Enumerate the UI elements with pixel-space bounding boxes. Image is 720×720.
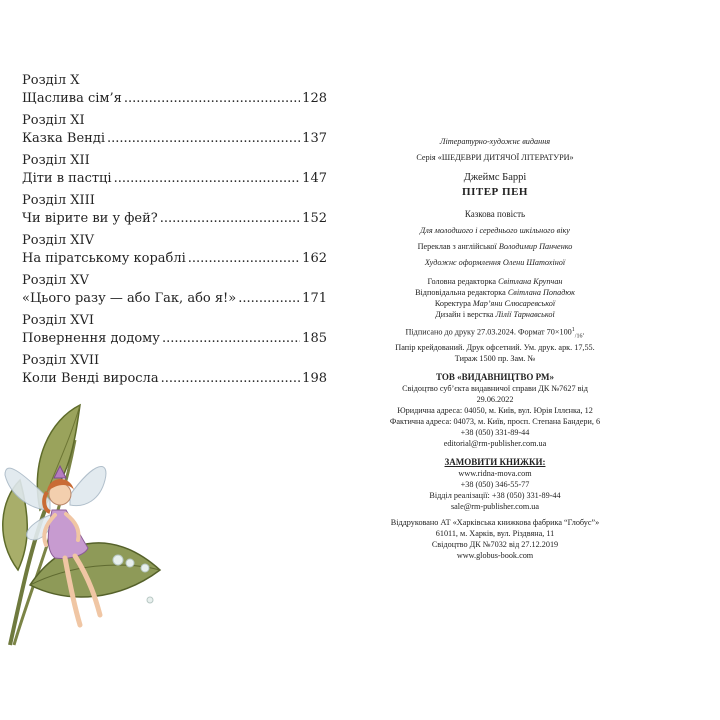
- printer-certificate: Свідоцтво ДК №7032 від 27.12.2019: [431, 540, 559, 550]
- chapter-number: Розділ XIV: [22, 233, 94, 248]
- chapter-number: Розділ XIII: [22, 193, 95, 208]
- dot-leader: [114, 169, 301, 188]
- dot-leader: [107, 129, 300, 148]
- toc-entry: [22, 312, 327, 348]
- series-label: Серія «ШЕДЕВРИ ДИТЯЧОЇ ЛІТЕРАТУРИ»: [416, 153, 574, 162]
- design-label: Художнє оформлення: [424, 258, 501, 267]
- genre-label: Літературно-художнє видання: [439, 137, 551, 146]
- dot-leader: [238, 289, 300, 308]
- resp-editor-credit: [385, 287, 605, 298]
- chapter-page: 128: [302, 91, 327, 106]
- layout-artist-name: Лілії Тарнавської: [495, 310, 555, 319]
- chapter-page: 171: [302, 291, 327, 306]
- chapter-line: [22, 289, 327, 308]
- chapter-line: [22, 169, 327, 188]
- print-line-2: Папір крейдований. Друк офсетний. Ум. друк. арк. 17,55.: [395, 343, 595, 353]
- resp-editor-name: Світлана Попадюк: [507, 288, 575, 297]
- print-format-sup: 1: [571, 327, 575, 333]
- chapter-line: [22, 89, 327, 108]
- chapter-line: [22, 249, 327, 268]
- chapter-number: Розділ XII: [22, 153, 90, 168]
- chapter-page: 185: [302, 331, 327, 346]
- fairy-illustration: [0, 400, 170, 650]
- chapter-line: [22, 369, 327, 388]
- dot-leader: [124, 89, 300, 108]
- chapter-number: Розділ XVI: [22, 313, 94, 328]
- imprint-page: [385, 136, 605, 561]
- print-format-sub: /16: [574, 333, 583, 340]
- publisher-phone: +38 (050) 331-89-44: [460, 428, 530, 438]
- book-title: ПІТЕР ПЕН: [462, 186, 528, 198]
- chapter-number: Розділ XVII: [22, 353, 100, 368]
- translator-name: Володимир Панченко: [498, 242, 573, 251]
- print-details: [385, 325, 605, 342]
- chapter-title: Повернення додому: [22, 331, 160, 346]
- chapter-title: Коли Венді виросла: [22, 371, 159, 386]
- layout-credit: [385, 309, 605, 320]
- layout-label: Дизайн і верстка: [435, 310, 494, 319]
- chapter-line: [22, 209, 327, 228]
- legal-address: Юридична адреса: 04050, м. Київ, вул. Юрія Іллєнка, 12: [397, 406, 593, 416]
- print-line-1-end: .: [582, 327, 585, 337]
- chapter-line: [22, 129, 327, 148]
- chapter-title: На піратському кораблі: [22, 251, 186, 266]
- dot-leader: [160, 209, 300, 228]
- order-site: www.ridna-mova.com: [458, 469, 532, 479]
- actual-address: Фактична адреса: 04073, м. Київ, просп. Степана Бандери, 6: [389, 417, 601, 427]
- toc-entry: [22, 352, 327, 388]
- toc-entry: [22, 72, 327, 108]
- printer-name: Віддруковано АТ «Харківська книжкова фабрика “Глобус”»: [390, 518, 600, 528]
- chapter-number: Розділ XV: [22, 273, 89, 288]
- chapter-line: [22, 329, 327, 348]
- chapter-title: Щаслива сім’я: [22, 91, 122, 106]
- dot-leader: [161, 369, 301, 388]
- chapter-title: «Цього разу — або Гак, або я!»: [22, 291, 237, 306]
- table-of-contents: [22, 72, 327, 392]
- book-subtitle: Казкова повість: [464, 209, 526, 219]
- chapter-page: 162: [302, 251, 327, 266]
- design-credit: [385, 257, 605, 268]
- chapter-title: Діти в пастці: [22, 171, 112, 186]
- chapter-page: 137: [302, 131, 327, 146]
- printer-site: www.globus-book.com: [456, 551, 534, 561]
- audience-label: Для молодшого і середнього шкільного віку: [420, 226, 570, 235]
- sales-email: sale@rm-publisher.com.ua: [450, 502, 540, 512]
- toc-entry: [22, 232, 327, 268]
- order-heading: ЗАМОВИТИ КНИЖКИ:: [444, 457, 546, 468]
- author-name: Джеймс Баррі: [463, 172, 527, 183]
- dot-leader: [162, 329, 300, 348]
- order-phone: +38 (050) 346-55-77: [460, 480, 530, 490]
- chapter-page: 198: [302, 371, 327, 386]
- translation-credit: [385, 241, 605, 252]
- chief-editor-name: Світлана Крупчан: [498, 277, 563, 286]
- print-line-1: Підписано до друку 27.03.2024. Формат 70×100: [405, 327, 572, 337]
- chapter-title: Казка Венді: [22, 131, 105, 146]
- resp-editor-label: Відповідальна редакторка: [415, 288, 506, 297]
- publisher-certificate: Свідоцтво суб’єкта видавничої справи ДК №7627 від 29.06.2022: [402, 384, 588, 405]
- chief-editor-label: Головна редакторка: [427, 277, 497, 286]
- translation-label: Переклав з англійської: [417, 242, 497, 251]
- proofread-label: Коректура: [434, 299, 471, 308]
- publisher-name: ТОВ «ВИДАВНИЦТВО РМ»: [436, 372, 554, 383]
- chapter-page: 147: [302, 171, 327, 186]
- chapter-number: Розділ X: [22, 73, 80, 88]
- chapter-page: 152: [302, 211, 327, 226]
- chapter-title: Чи вірите ви у фей?: [22, 211, 158, 226]
- dot-leader: [188, 249, 300, 268]
- chief-editor-credit: [385, 276, 605, 287]
- toc-entry: [22, 192, 327, 228]
- toc-entry: [22, 152, 327, 188]
- print-line-3: Тираж 1500 пр. Зам. №: [454, 354, 536, 364]
- chapter-number: Розділ XI: [22, 113, 85, 128]
- proofreader-name: Мар’яни Слюсаревської: [472, 299, 556, 308]
- designer-name: Олени Шатохіної: [502, 258, 566, 267]
- publisher-email: editorial@rm-publisher.com.ua: [443, 439, 547, 449]
- printer-address: 61011, м. Харків, вул. Різдвяна, 11: [435, 529, 555, 539]
- toc-entry: [22, 272, 327, 308]
- sales-phone: Відділ реалізації: +38 (050) 331-89-44: [429, 491, 561, 501]
- toc-entry: [22, 112, 327, 148]
- proofread-credit: [385, 298, 605, 309]
